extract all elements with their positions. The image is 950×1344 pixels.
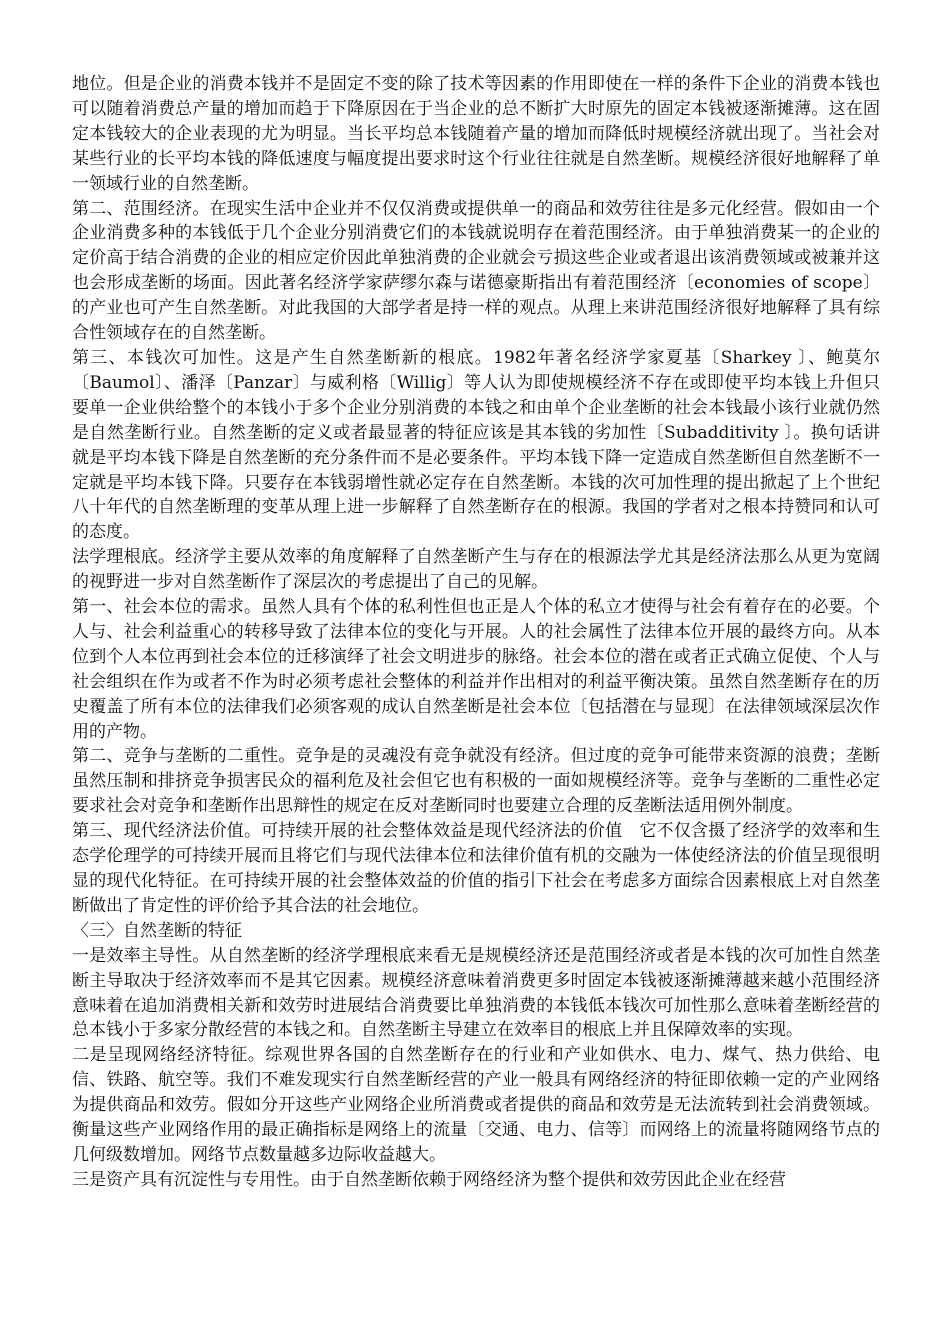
paragraph-economies-of-scope: 第二、范围经济。在现实生活中企业并不仅仅消费或提供单一的商品和效劳往往是多元化经营。假如由一个企业消费多种的本钱低于几个企业分别消费它们的本钱就说明存在着范围经济。由于单独消费某一的企业的定价高于结合消费的企业的相应定价因此单独消费的企业就会亏损这些企业或者退出该消费领域或被兼并这也会形成垄断的场面。因此著名经济学家萨缪尔森与诺德豪斯指出有着范围经济〔economies of scope〕的产业也可产生自然垄断。对此我国的大部学者是持一样的观点。从理上来讲范围经济很好地解释了具有综合性领域存在的自然垄断。	[72, 198, 880, 344]
paragraph-economies-of-scale-end: 地位。但是企业的消费本钱并不是固定不变的除了技术等因素的作用即使在一样的条件下企业的消费本钱也可以随着消费总产量的增加而趋于下降原因在于当企业的总不断扩大时原先的固定本钱被逐渐摊薄。这在固定本钱较大的企业表现的尤为明显。当长平均总本钱随着产量的增加而降低时规模经济就出现了。当社会对某些行业的长平均本钱的降低速度与幅度提出要求时这个行业往往就是自然垄断。规模经济很好地解释了单一领域行业的自然垄断。	[72, 74, 880, 194]
section-heading-features: 〈三〉自然垄断的特征	[72, 920, 242, 941]
paragraph-economic-law-value: 第三、现代经济法价值。可持续开展的社会整体效益是现代经济法的价值 它不仅含摄了经济学的效率和生态学伦理学的可持续开展而且将它们与现代法律本位和法律价值有机的交融为一体使经济法的价值呈现很明显的现代化特征。在可持续开展的社会整体效益的价值的指引下社会在考虑多方面综合因素根底上对自然垄断做出了肯定性的评价给予其合法的社会地位。	[72, 821, 880, 916]
paragraph-social-standard: 第一、社会本位的需求。虽然人具有个体的私利性但也正是人个体的私立才使得与社会有着存在的必要。个人与、社会利益重心的转移导致了法律本位的变化与开展。人的社会属性了法律本位开展的最终方向。从本位到个人本位再到社会本位的迁移演绎了社会文明进步的脉络。社会本位的潜在或者正式确立促使、个人与社会组织在作为或者不作为时必须考虑社会整体的利益并作出相对的利益平衡决策。虽然自然垄断存在的历史覆盖了所有本位的法律我们必须客观的成认自然垄断是社会本位〔包括潜在与显现〕在法律领域深层次作用的产物。	[72, 597, 880, 742]
paragraph-sunk-assets: 三是资产具有沉淀性与专用性。由于自然垄断依赖于网络经济为整个提供和效劳因此企业在经营	[72, 1169, 786, 1190]
paragraph-competition-duality: 第二、竞争与垄断的二重性。竞争是的灵魂没有竞争就没有经济。但过度的竞争可能带来资源的浪费；垄断虽然压制和排挤竞争损害民众的福利危及社会但它也有积极的一面如规模经济等。竞争与垄断的二重性必定要求社会对竞争和垄断作出思辩性的规定在反对垄断同时也要建立合理的反垄断法适用例外制度。	[72, 746, 880, 817]
paragraph-legal-foundation: 法学理根底。经济学主要从效率的角度解释了自然垄断产生与存在的根源法学尤其是经济法那么从更为宽阔的视野进一步对自然垄断作了深层次的考虑提出了自己的见解。	[72, 547, 880, 593]
document-page	[72, 72, 880, 1193]
paragraph-network-economy: 二是呈现网络经济特征。综观世界各国的自然垄断存在的行业和产业如供水、电力、煤气、热力供给、电信、铁路、航空等。我们不难发现实行自然垄断经营的产业一般具有网络经济的特征即依赖一定的产业网络为提供商品和效劳。假如分开这些产业网络企业所消费或者提供的商品和效劳是无法流转到社会消费领域。衡量这些产业网络作用的最正确指标是网络上的流量〔交通、电力、信等〕而网络上的流量将随网络节点的几何级数增加。网络节点数量越多边际收益越大。	[72, 1045, 880, 1165]
paragraph-cost-subadditivity: 第三、本钱次可加性。这是产生自然垄断新的根底。1982年著名经济学家夏基〔Sharkey 〕、鲍莫尔〔Baumol〕、潘泽〔Panzar〕与威利格〔Willig〕等人认为即使规模经济不存在或即使平均本钱上升但只要单一企业供给整个的本钱小于多个企业分别消费的本钱之和由单个企业垄断的社会本钱最小该行业就仍然是自然垄断行业。自然垄断的定义或者最显著的特征应该是其本钱的劣加性〔Subadditivity 〕。换句话讲就是平均本钱下降是自然垄断的充分条件而不是必要条件。平均本钱下降一定造成自然垄断但自然垄断不一定就是平均本钱下降。只要存在本钱弱增性就必定存在自然垄断。本钱的次可加性理的提出掀起了上个世纪八十年代的自然垄断理的变革从理上进一步解释了自然垄断存在的根源。我国的学者对之根本持赞同和认可的态度。	[72, 347, 880, 543]
paragraph-efficiency-dominance: 一是效率主导性。从自然垄断的经济学理根底来看无是规模经济还是范围经济或者是本钱的次可加性自然垄断主导取决于经济效率而不是其它因素。规模经济意味着消费更多时固定本钱被逐渐摊薄越来越小范围经济意味着在追加消费相关新和效劳时进展结合消费要比单独消费的本钱低本钱次可加性那么意味着垄断经营的总本钱小于多家分散经营的本钱之和。自然垄断主导建立在效率目的根底上并且保障效率的实现。	[72, 945, 880, 1041]
